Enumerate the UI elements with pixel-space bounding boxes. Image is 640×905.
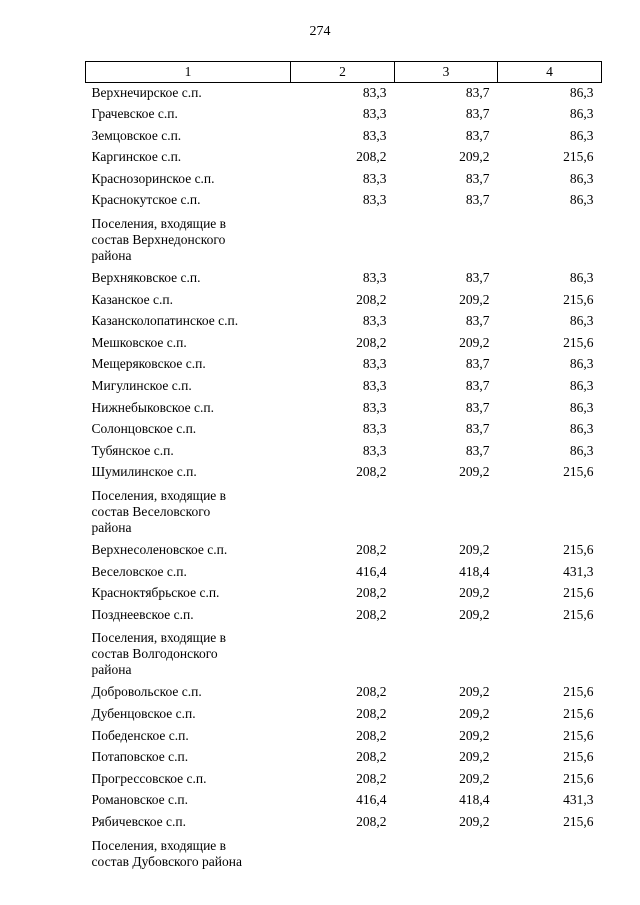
table-row — [86, 704, 602, 726]
value-col-2: 208,2 — [356, 684, 387, 700]
table-group-heading-row — [86, 484, 602, 540]
value-col-3: 83,7 — [465, 85, 490, 100]
value-col-2: 83,3 — [362, 378, 387, 394]
settlement-name: Верхнечирское с.п. — [91, 85, 202, 100]
value-col-4: 86,3 — [569, 442, 594, 458]
column-header-4: 4 — [498, 62, 602, 83]
value-col-2: 83,3 — [362, 356, 387, 372]
value-col-2: 208,2 — [356, 813, 387, 829]
value-col-2: 83,3 — [362, 399, 387, 415]
settlement-name: Нижнебыковское с.п. — [91, 399, 214, 415]
settlement-name: Верхнесоленовское с.п. — [91, 542, 228, 557]
table-row — [86, 169, 602, 191]
value-col-3: 209,2 — [459, 542, 490, 557]
value-col-4: 86,3 — [569, 399, 594, 415]
table-row — [86, 376, 602, 398]
table-row — [86, 290, 602, 312]
value-col-4: 215,6 — [563, 291, 594, 307]
group-heading: Поселения, входящие в состав Дубовского района — [91, 837, 242, 869]
value-col-4: 215,6 — [563, 149, 594, 165]
table-row — [86, 126, 602, 148]
table-row — [86, 104, 602, 126]
value-col-4: 431,3 — [563, 563, 594, 579]
value-col-3: 209,2 — [459, 684, 490, 700]
value-col-3: 209,2 — [459, 291, 490, 307]
settlement-name: Мещеряковское с.п. — [91, 356, 206, 372]
column-header-1: 1 — [86, 62, 291, 83]
empty-cell — [498, 484, 602, 540]
table-row — [86, 812, 602, 834]
value-col-3: 209,2 — [459, 727, 490, 743]
value-col-3: 209,2 — [459, 749, 490, 765]
value-col-3: 83,7 — [465, 378, 490, 394]
column-header-2: 2 — [291, 62, 395, 83]
empty-cell — [498, 834, 602, 874]
value-col-2: 208,2 — [356, 542, 387, 557]
value-col-3: 83,7 — [465, 313, 490, 329]
value-col-2: 83,3 — [362, 127, 387, 143]
table-row — [86, 311, 602, 333]
value-col-3: 83,7 — [465, 421, 490, 437]
table-row — [86, 583, 602, 605]
settlement-name: Мешковское с.п. — [91, 334, 187, 350]
settlement-name: Верхняковское с.п. — [91, 270, 201, 286]
table-row — [86, 419, 602, 441]
empty-cell — [498, 626, 602, 682]
group-heading: Поселения, входящие в состав Волгодонского района — [91, 630, 227, 678]
value-col-2: 83,3 — [362, 421, 387, 437]
table-row — [86, 462, 602, 484]
table-row — [86, 441, 602, 463]
empty-cell — [291, 626, 395, 682]
value-col-3: 209,2 — [459, 585, 490, 601]
value-col-3: 83,7 — [465, 170, 490, 186]
value-col-2: 83,3 — [362, 313, 387, 329]
data-table — [85, 61, 602, 874]
value-col-2: 208,2 — [356, 606, 387, 622]
table-row — [86, 333, 602, 355]
value-col-2: 416,4 — [356, 563, 387, 579]
settlement-name: Казансколопатинское с.п. — [91, 313, 239, 329]
value-col-4: 86,3 — [569, 270, 594, 286]
value-col-3: 83,7 — [465, 270, 490, 286]
settlement-name: Казанское с.п. — [91, 291, 173, 307]
value-col-3: 209,2 — [459, 770, 490, 786]
value-col-2: 416,4 — [356, 792, 387, 808]
table-row — [86, 769, 602, 791]
settlement-name: Потаповское с.п. — [91, 749, 189, 765]
table-row — [86, 605, 602, 627]
empty-cell — [395, 484, 498, 540]
value-col-2: 208,2 — [356, 705, 387, 721]
value-col-4: 86,3 — [569, 85, 594, 100]
value-col-3: 83,7 — [465, 399, 490, 415]
value-col-4: 86,3 — [569, 421, 594, 437]
settlement-name: Романовское с.п. — [91, 792, 188, 808]
value-col-3: 83,7 — [465, 192, 490, 208]
value-col-3: 83,7 — [465, 106, 490, 122]
table-row — [86, 190, 602, 212]
column-header-3: 3 — [395, 62, 498, 83]
table-group-heading-row — [86, 212, 602, 268]
empty-cell — [291, 212, 395, 268]
value-col-2: 208,2 — [356, 291, 387, 307]
empty-cell — [291, 834, 395, 874]
value-col-2: 208,2 — [356, 464, 387, 480]
settlement-name: Прогрессовское с.п. — [91, 770, 207, 786]
value-col-4: 86,3 — [569, 378, 594, 394]
group-heading: Поселения, входящие в состав Веселовского района — [91, 488, 227, 535]
table-row — [86, 540, 602, 562]
value-col-4: 215,6 — [563, 542, 594, 557]
value-col-2: 208,2 — [356, 149, 387, 165]
empty-cell — [395, 626, 498, 682]
value-col-2: 83,3 — [362, 85, 387, 100]
value-col-4: 431,3 — [563, 792, 594, 808]
value-col-4: 86,3 — [569, 106, 594, 122]
settlement-name: Краснокутское с.п. — [91, 192, 201, 208]
value-col-4: 215,6 — [563, 727, 594, 743]
value-col-3: 209,2 — [459, 334, 490, 350]
settlement-name: Веселовское с.п. — [91, 563, 187, 579]
value-col-4: 86,3 — [569, 170, 594, 186]
value-col-4: 215,6 — [563, 705, 594, 721]
value-col-4: 215,6 — [563, 749, 594, 765]
value-col-3: 209,2 — [459, 813, 490, 829]
value-col-4: 86,3 — [569, 313, 594, 329]
table-group-heading-row — [86, 834, 602, 874]
table-group-heading-row — [86, 626, 602, 682]
settlement-name: Мигулинское с.п. — [91, 378, 192, 394]
table-row — [86, 398, 602, 420]
value-col-4: 86,3 — [569, 192, 594, 208]
table-row — [86, 147, 602, 169]
value-col-4: 215,6 — [563, 770, 594, 786]
settlement-name: Тубянское с.п. — [91, 442, 174, 458]
value-col-2: 208,2 — [356, 727, 387, 743]
settlement-name: Шумилинское с.п. — [91, 464, 197, 480]
value-col-3: 83,7 — [465, 442, 490, 458]
table-row — [86, 726, 602, 748]
value-col-2: 208,2 — [356, 749, 387, 765]
table-row — [86, 83, 602, 105]
value-col-2: 208,2 — [356, 334, 387, 350]
settlement-name: Грачевское с.п. — [91, 106, 178, 122]
value-col-2: 83,3 — [362, 270, 387, 286]
table-row — [86, 682, 602, 704]
table-row — [86, 790, 602, 812]
value-col-4: 215,6 — [563, 585, 594, 601]
table-row — [86, 354, 602, 376]
value-col-3: 83,7 — [465, 356, 490, 372]
page-number: 274 — [309, 24, 331, 39]
value-col-3: 209,2 — [459, 705, 490, 721]
value-col-4: 215,6 — [563, 606, 594, 622]
value-col-2: 83,3 — [362, 442, 387, 458]
settlement-name: Рябичевское с.п. — [91, 813, 186, 829]
settlement-name: Победенское с.п. — [91, 727, 189, 743]
value-col-4: 215,6 — [563, 684, 594, 700]
settlement-name: Дубенцовское с.п. — [91, 705, 196, 721]
settlement-name: Позднеевское с.п. — [91, 606, 194, 622]
value-col-2: 208,2 — [356, 770, 387, 786]
settlement-name: Добровольское с.п. — [91, 684, 202, 700]
empty-cell — [395, 212, 498, 268]
table-row — [86, 268, 602, 290]
value-col-4: 215,6 — [563, 334, 594, 350]
value-col-3: 209,2 — [459, 606, 490, 622]
value-col-3: 418,4 — [459, 563, 490, 579]
value-col-3: 418,4 — [459, 792, 490, 808]
value-col-4: 215,6 — [563, 464, 594, 480]
table-row — [86, 562, 602, 584]
value-col-2: 208,2 — [356, 585, 387, 601]
value-col-4: 86,3 — [569, 356, 594, 372]
table-row — [86, 747, 602, 769]
settlement-name: Земцовское с.п. — [91, 127, 182, 143]
empty-cell — [498, 212, 602, 268]
settlement-name: Красноктябрьское с.п. — [91, 585, 220, 601]
group-heading: Поселения, входящие в состав Верхнедонского района — [91, 216, 227, 264]
settlement-name: Каргинское с.п. — [91, 149, 182, 165]
value-col-3: 209,2 — [459, 149, 490, 165]
value-col-4: 86,3 — [569, 127, 594, 143]
table-header-row — [86, 62, 602, 83]
value-col-4: 215,6 — [563, 813, 594, 829]
value-col-2: 83,3 — [362, 192, 387, 208]
value-col-3: 83,7 — [465, 127, 490, 143]
empty-cell — [291, 484, 395, 540]
value-col-3: 209,2 — [459, 464, 490, 480]
settlement-name: Солонцовское с.п. — [91, 421, 197, 437]
empty-cell — [395, 834, 498, 874]
value-col-2: 83,3 — [362, 170, 387, 186]
value-col-2: 83,3 — [362, 106, 387, 122]
settlement-name: Краснозоринское с.п. — [91, 170, 215, 186]
